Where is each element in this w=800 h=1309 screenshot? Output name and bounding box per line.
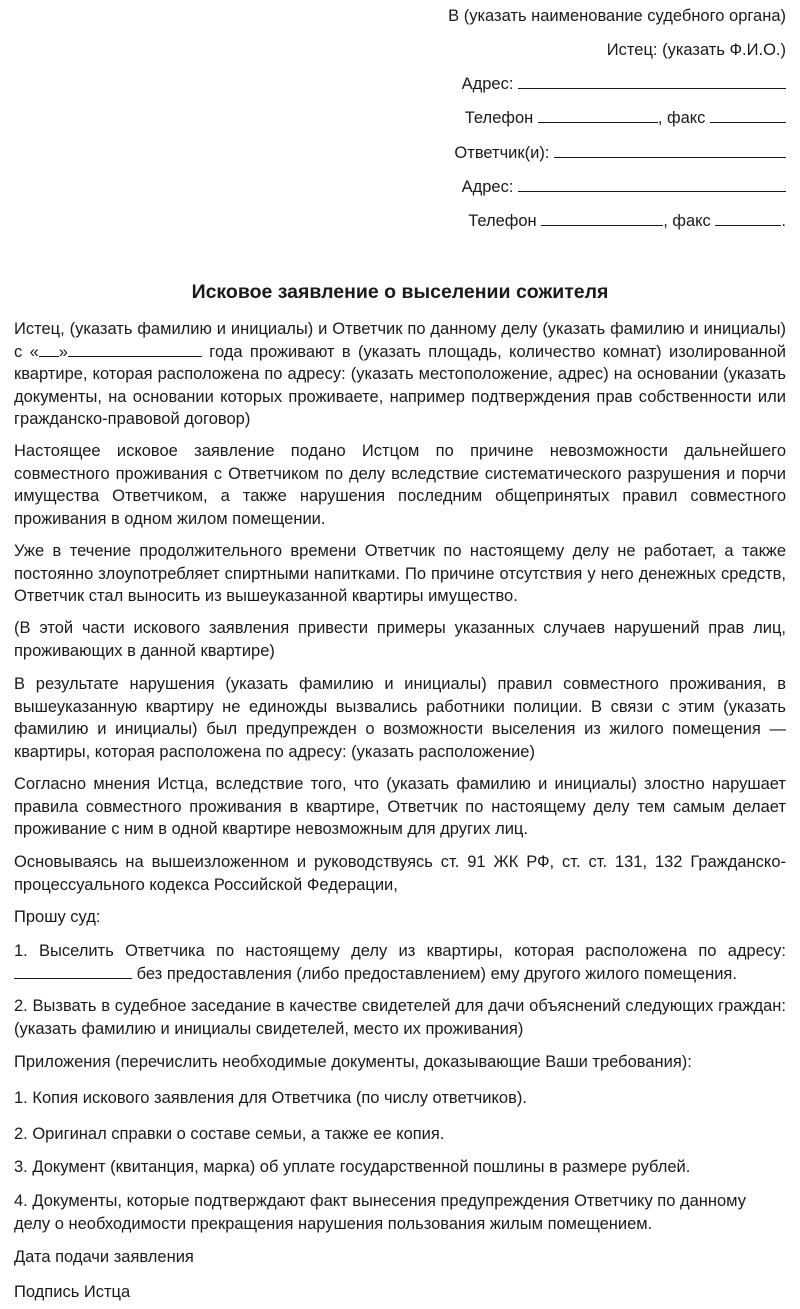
paragraph-14: 3. Документ (квитанция, марка) об уплате государственной пошлины в размере рублей.	[14, 1158, 691, 1176]
fax-label: , факс	[657, 109, 706, 127]
address-blank	[518, 74, 786, 89]
plaintiff-text: Истец: (указать Ф.И.О.)	[606, 41, 786, 59]
paragraph-8: Прошу суд:	[14, 908, 101, 926]
phone-blank	[541, 211, 663, 226]
filing-date-label: Дата подачи заявления	[14, 1248, 194, 1266]
document-title: Исковое заявление о выселении сожителя	[191, 281, 609, 303]
fax-label: , факс	[663, 212, 711, 230]
p9-text-b: без предоставления (либо предоставлением) ему другого жилого помещения.	[136, 964, 737, 983]
address-blank	[518, 177, 786, 192]
paragraph-5: В результате нарушения (указать фамилию и инициалы) правил совместного проживания, в вышеуказанную квартиру не единожды вызвались работники полиции. В связи с этим (указать фамилию и инициалы) был предупрежден о возможности выселения из жилого помещения — квартиры, которая расположена по адресу: (указать расположение)	[14, 675, 786, 761]
paragraph-10: 2. Вызвать в судебное заседание в качестве свидетелей для дачи объяснений следующих граждан: (указать фамилию и инициалы свидетелей, место их проживания)	[14, 997, 786, 1038]
defendant-address-line	[462, 177, 786, 197]
defendant-blank	[554, 143, 786, 158]
paragraph-12: 1. Копия искового заявления для Ответчика (по числу ответчиков).	[14, 1089, 527, 1107]
defendant-label: Ответчик(и):	[454, 144, 550, 162]
paragraph-13: 2. Оригинал справки о составе семьи, а также ее копия.	[14, 1125, 445, 1143]
address-label: Адрес:	[461, 178, 514, 196]
paragraph-15: 4. Документы, которые подтверждают факт вынесения предупреждения Ответчику по данному делу о необходимости прекращения нарушения пользования жилым помещением.	[14, 1192, 746, 1233]
phone-blank	[538, 108, 658, 123]
plaintiff-line	[607, 40, 786, 60]
p1-text-b: »	[58, 342, 68, 361]
p9-text-a: 1. Выселить Ответчика по настоящему делу из квартиры, которая расположена по адресу:	[14, 942, 786, 960]
court-line	[448, 6, 786, 26]
fax-end: .	[781, 212, 786, 230]
defendant-line	[454, 143, 786, 163]
address-label: Адрес:	[461, 75, 514, 93]
phone-label: Телефон	[464, 109, 534, 127]
paragraph-6: Согласно мнения Истца, вследствие того, что (указать фамилию и инициалы) злостно нарушает правила совместного проживания в квартире, Ответчик по настоящему делу тем самым делает проживание с ним в одной квартире невозможным для других лиц.	[14, 775, 786, 838]
day-blank	[39, 341, 59, 357]
signature-label: Подпись Истца	[14, 1283, 131, 1301]
address-blank	[14, 963, 132, 979]
paragraph-9	[14, 940, 786, 985]
paragraph-11: Приложения (перечислить необходимые документы, доказывающие Ваши требования):	[14, 1053, 692, 1071]
paragraph-7: Основываясь на вышеизложенном и руководствуясь ст. 91 ЖК РФ, ст. ст. 131, 132 Гражданско-процессуального кодекса Российской Федерации,	[14, 853, 786, 894]
p1-text-a: Истец, (указать фамилию и инициалы) и Ответчик по данному делу (указать фамилию и инициалы) с «	[14, 320, 786, 361]
paragraph-1	[14, 318, 786, 431]
plaintiff-phone-line	[465, 108, 786, 128]
fax-blank	[715, 211, 781, 226]
p1-text-c: года проживают в (указать площадь, количество комнат) изолированной квартире, которая расположена по адресу: (указать местоположение, адрес) на основании (указать документы, на основании которых проживаете, например подтверждения прав собственности или гражданско-правовой договор)	[14, 342, 786, 428]
paragraph-2: Настоящее исковое заявление подано Истцом по причине невозможности дальнейшего совместного проживания с Ответчиком по делу вследствие систематического разрушения и порчи имущества Ответчиком, а также нарушения последним общепринятых правил совместного проживания в одном жилом помещении.	[14, 442, 786, 528]
plaintiff-address-line	[462, 74, 786, 94]
year-blank	[68, 341, 202, 357]
paragraph-3: Уже в течение продолжительного времени Ответчик по настоящему делу не работает, а также постоянно злоупотребляет спиртными напитками. По причине отсутствия у него денежных средств, Ответчик стал выносить из вышеуказанной квартиры имущество.	[14, 542, 786, 605]
phone-label: Телефон	[468, 212, 537, 230]
defendant-phone-line	[468, 211, 786, 231]
court-text: В (указать наименование судебного органа)	[448, 7, 786, 25]
fax-blank	[710, 108, 786, 123]
paragraph-4: (В этой части искового заявления привести примеры указанных случаев нарушений прав лиц, проживающих в данной квартире)	[14, 619, 786, 660]
